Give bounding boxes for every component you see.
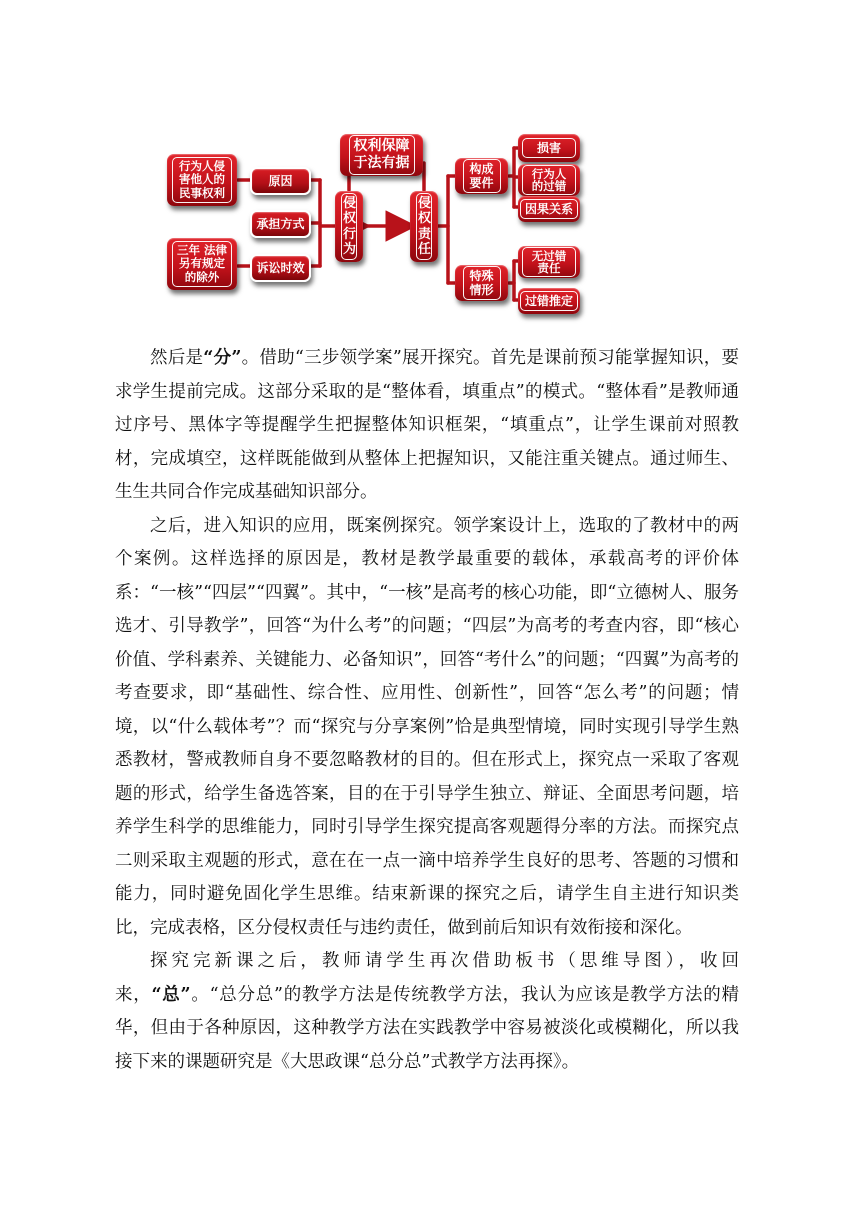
- paragraph-text: 之后，进入知识的应用，既案例探究。领学案设计上，选取的了教材中的两个案例。这样选择的原因是，教材是教学最重要的载体，承载高考的评价体系：“一核”“四层”“四翼”。其中，“一核”是高考的核心功能，即“立德树人、服务选才、引导教学”，回答“为什么考”的问题；“四层”为高考的考查内容，即“核心价值、学科素养、关键能力、必备知识”，回答“考什么”的问题；“四翼”为高考的考查要求，即“基础性、综合性、应用性、创新性”，回答“怎么考”的问题；情境，以“什么载体考”？而“探究与分享案例”恰是典型情境，同时实现引导学生熟悉教材，警戒教师自身不要忽略教材的目的。但在形式上，探究点一采取了客观题的形式，给学生备选答案，目的在于引导学生独立、辩证、全面思考问题，培养学生科学的思维能力，同时引导学生探究提高客观题得分率的方法。而探究点二则采取主观题的形式，意在在一点一滴中培养学生良好的思考、答题的习惯和能力，同时避免固化学生思维。结束新课的探究之后，请学生自主进行知识类比，完成表格，区分侵权责任与违约责任，做到前后知识有效衔接和深化。: [115, 515, 739, 938]
- mind-map-item-fault: 行为人的过错: [518, 164, 580, 196]
- mind-map-group-elements: 构成要件: [455, 158, 508, 194]
- paragraph-zong: [115, 945, 739, 1079]
- mind-map-right-branch-node: 侵权责任: [410, 191, 438, 262]
- mind-map-left-item-limitation: 诉讼时效: [250, 254, 311, 282]
- paragraph-fen: [115, 342, 739, 510]
- mind-map-note-three-years: 三年 法律另有规定的除外: [167, 238, 237, 290]
- emphasis-fen: “分”: [203, 348, 242, 368]
- mind-map-item-presumed-fault: 过错推定: [518, 288, 580, 314]
- paragraph-text: 然后是: [150, 348, 204, 368]
- mind-map-item-causation: 因果关系: [518, 196, 580, 222]
- mind-map-left-branch-node: 侵权行为: [335, 191, 363, 262]
- mind-map-group-special: 特殊情形: [455, 265, 508, 301]
- mind-map-center-node: 权利保障于法有据: [340, 134, 423, 176]
- mind-map-note-infringement: 行为人侵害他人的民事权利: [167, 154, 237, 206]
- emphasis-zong: “总”: [151, 984, 191, 1005]
- mind-map-item-damage: 损害: [518, 134, 580, 162]
- mind-map-item-no-fault: 无过错责任: [518, 246, 580, 278]
- mind-map-connectors: [0, 0, 860, 335]
- paragraph-case-study: [115, 510, 739, 946]
- mind-map: [0, 0, 860, 335]
- mind-map-left-item-reason: 原因: [250, 167, 311, 195]
- document-body: [115, 342, 739, 1079]
- paragraph-text: 探究完新课之后，教师请学生再次借助板书（思维导图），收回来，: [115, 951, 739, 1005]
- paragraph-text: 。借助“三步领学案”展开探究。首先是课前预习能掌握知识，要求学生提前完成。这部分采取的是“整体看，填重点”的模式。“整体看”是教师通过序号、黑体字等提醒学生把握整体知识框架，“填重点”，让学生课前对照教材，完成填空，这样既能做到从整体上把握知识，又能注重关键点。通过师生、生生共同合作完成基础知识部分。: [115, 348, 739, 502]
- paragraph-text: 。“总分总”的教学方法是传统教学方法，我认为应该是教学方法的精华，但由于各种原因，这种教学方法在实践教学中容易被淡化或模糊化，所以我接下来的课题研究是《大思政课“总分总”式教学方法再探》。: [115, 984, 739, 1072]
- mind-map-left-item-method: 承担方式: [250, 210, 311, 238]
